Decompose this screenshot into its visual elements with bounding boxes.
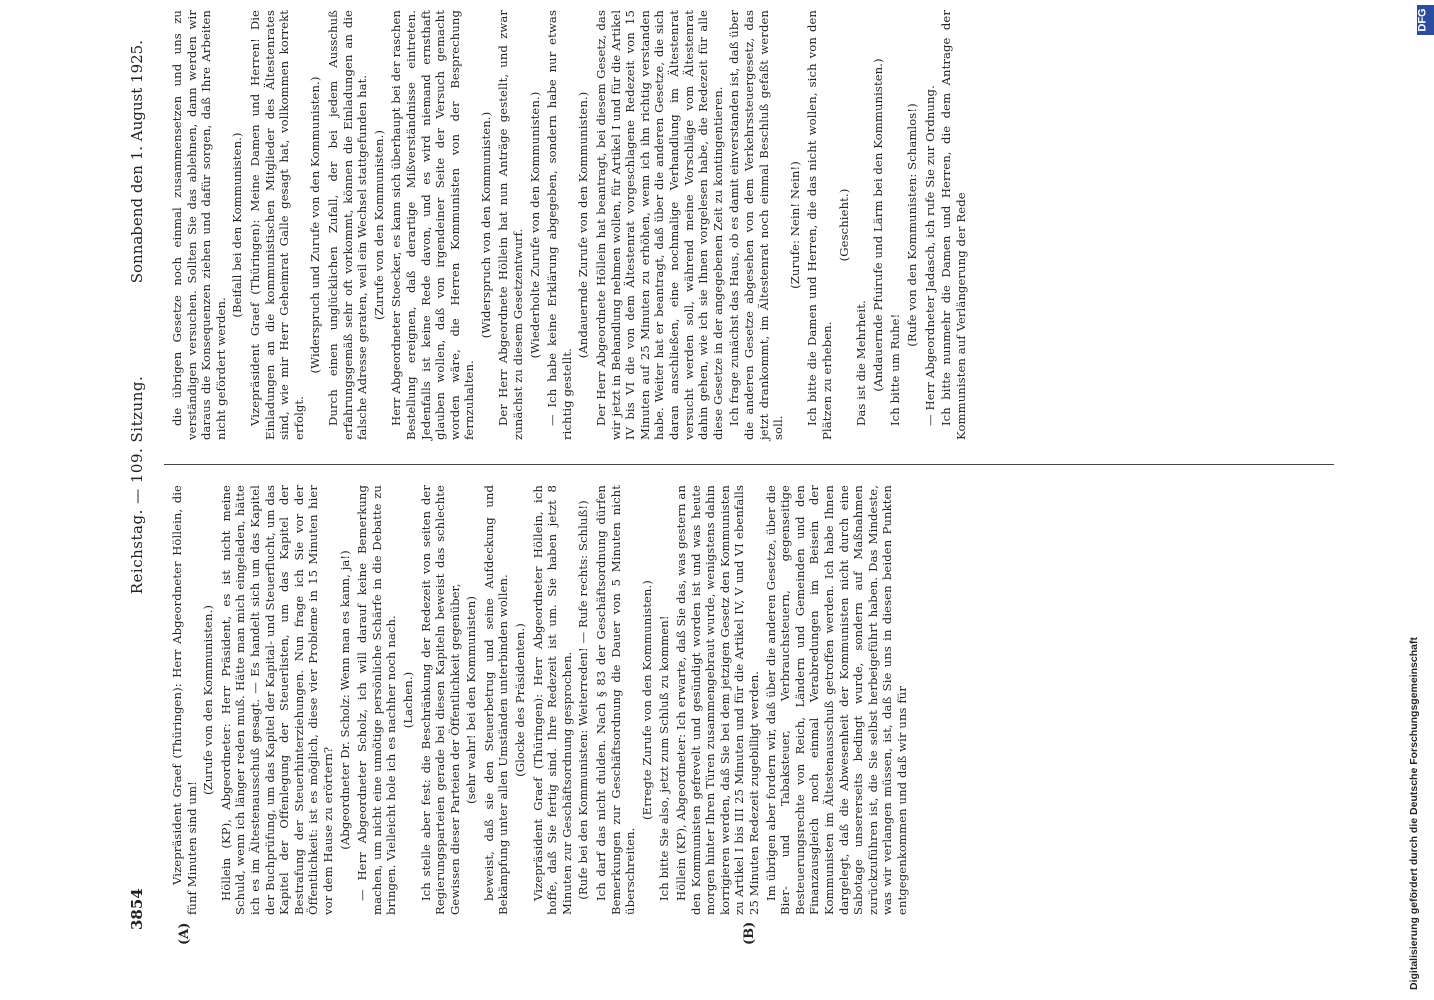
left-column	[170, 485, 912, 915]
paragraph: — Herr Abgeordneter Jadasch, ich rufe Sie zur Ordnung.	[922, 85, 937, 426]
interjection: (Rufe bei den Kommunisten: Weiterreden! — Rufe rechts: Schluß!)	[576, 500, 591, 900]
paragraph: Herr Abgeordneter Stoecker, es kann sich überhaupt bei der raschen Bestellung ereignen, daß derartige Mißverständnisse eintreten. Jedenfalls ist keine Rede davon, und es wird niemand ernsthaft glauben wollen, daß von irgendeiner Seite der Versuch gemacht worden wäre, die Herren Kommunisten von der Besprechung fernzuhalten.	[389, 10, 477, 440]
page-header	[128, 40, 154, 930]
page-number: 3854	[128, 888, 146, 930]
paragraph: Ich bitte nunmehr die Damen und Herren, die dem Antrage der Kommunisten auf Verlängerung der Rede	[939, 10, 968, 440]
paragraph: Vizepräsident Graef (Thüringen): Herr Abgeordneter Höllein, ich hoffe, daß Sie fertig sind. Ihre Redezeit ist um. Sie haben jetzt 8 Minuten zur Geschäftsordnung gesprochen.	[530, 485, 574, 915]
margin-marker-b: (B)	[742, 921, 757, 945]
interjection: (Lachen.)	[400, 671, 415, 729]
interjection: (Widerspruch von den Kommunisten.)	[478, 111, 493, 339]
paragraph: Durch einen unglücklichen Zufall, der bei jedem Ausschuß erfahrungsgemäß sehr oft vorkommt, können die Einladungen an die falsche Adresse geraten, weil ein Wechsel stattgefunden hat.	[325, 10, 370, 440]
interjection: (Erregte Zurufe von den Kommunisten.)	[639, 580, 654, 820]
interjection: (Beifall bei den Kommunisten.)	[230, 132, 245, 318]
paragraph: die übrigen Gesetze noch einmal zusammensetzen und uns zu verständigen versuchen. Sollten Sie das ablehnen, dann werden wir daraus die Konsequenzen ziehen und dafür sorgen, daß Ihre Arbeiten nicht gefördert werden.	[170, 10, 228, 440]
interjection: (Rufe von den Kommunisten: Schamlos!)	[904, 103, 919, 347]
session-title: Reichstag. — 109. Sitzung.	[128, 375, 146, 595]
interjection: (Glocke des Präsidenten.)	[513, 623, 528, 777]
paragraph: Vizepräsident Graef (Thüringen): Meine Damen und Herren! Die Einladungen an die kommunistischen Mitglieder des Ältestenrates sind, wie mir Herr Geheimrat Galle gesagt hat, vollkommen korrekt erfolgt.	[247, 10, 306, 440]
interjection: (Zurufe von den Kommunisten.)	[201, 605, 216, 796]
interjection: (Abgeordneter Dr. Scholz: Wenn man es kann, ja!)	[337, 550, 352, 850]
funding-note: Digitalisierung gefördert durch die Deutsche Forschungsgemeinschaft	[1408, 637, 1420, 990]
document-page	[50, 0, 1370, 985]
column-divider	[164, 464, 1334, 465]
interjection: (Zurufe: Nein! Nein!)	[787, 161, 802, 289]
paragraph: Vizepräsident Graef (Thüringen): Herr Abgeordneter Höllein, die fünf Minuten sind um!	[170, 485, 199, 915]
paragraph: Im übrigen aber fordern wir, daß über die anderen Gesetze, über die Bier- und Tabaksteuer, Verbrauchsteuern, gegenseitige Besteuerungsrechte von Reich, Ländern und Gemeinden und den Finanzausgleich noch einmal Verabredungen im Beisein der Kommunisten im Ältestenausschuß getroffen werden. Ich habe Ihnen dargelegt, daß die Abwesenheit der Kommunisten nicht durch eine Sabotage unsererseits bedingt wurde, sondern auf Maßnahmen zurückzuführen ist, die Sie selbst herbeigeführt haben. Das Mindeste, was wir verlangen müssen, ist, daß Sie uns in diesen beiden Punkten entgegenkommen und daß wir uns für	[763, 485, 909, 915]
paragraph: — Herr Abgeordneter Scholz, ich will darauf keine Bemerkung machen, um nicht eine unnötige persönliche Schärfe in die Debatte zu bringen. Vielleicht hole ich es nachher noch nach.	[355, 485, 399, 915]
paragraph: Ich bitte die Damen und Herren, die das nicht wollen, sich von den Plätzen zu erheben.	[805, 10, 834, 440]
paragraph: — Ich habe keine Erklärung abgegeben, sondern habe nur etwas richtig gestellt.	[545, 10, 574, 440]
paragraph: Das ist die Mehrheit.	[854, 300, 869, 426]
interjection: (Geschieht.)	[836, 188, 851, 262]
session-date: Sonnabend den 1. August 1925.	[128, 40, 146, 284]
dfg-logo-text: DFG	[1416, 8, 1429, 32]
funding-stamp	[1400, 400, 1430, 990]
paragraph: Ich stelle aber fest: die Beschränkung der Redezeit von seiten der Regierungsparteien gerade bei diesen Kapiteln beweist das schlechte Gewissen dieser Parteien der Öffentlichkeit gegenüber,	[418, 485, 462, 915]
interjection: (Andauernde Zurufe von den Kommunisten.)	[576, 91, 591, 359]
paragraph: Ich bitte Sie also, jetzt zum Schluß zu kommen!	[657, 615, 672, 901]
margin-marker-a: (A)	[177, 922, 192, 945]
interjection: (Andauernde Pfuirufe und Lärm bei den Kommunisten.)	[870, 58, 885, 392]
paragraph: Höllein (KP), Abgeordneter: Ich erwarte, daß Sie das, was gestern an den Kommunisten gefrevelt und gesündigt worden ist und was heute morgen hinter Ihren Türen zusammengebraut wurde, wenigstens dahin korrigieren werden, daß Sie bei dem jetzigen Gesetz den Kommunisten zu Artikel I bis III 25 Minuten und für die Artikel IV, V und VI ebenfalls 25 Minuten Redezeit zugebilligt werden.	[674, 485, 761, 915]
interjection: (sehr wahr! bei den Kommunisten)	[464, 596, 479, 804]
dfg-logo	[1417, 5, 1434, 35]
paragraph: beweist, daß sie den Steuerbetrug und seine Aufdeckung und Bekämpfung unter allen Umständen unterbinden wollen.	[481, 485, 511, 915]
interjection: (Zurufe von den Kommunisten.)	[371, 130, 386, 321]
paragraph: Höllein (KP), Abgeordneter: Herr Präsident, es ist nicht meine Schuld, wenn ich länger reden muß. Hätte man mich eingeladen, hätte ich es im Ältestenausschuß gesagt. — Es handelt sich um das Kapitel der Buchprüfung, um das Kapitel der Kapital- und Steuerflucht, um das Kapitel der Offenlegung der Steuerlisten, um das Kapitel der Bestrafung der Steuerhinterziehungen. Nun frage ich Sie vor der Öffentlichkeit: ist es möglich, diese vier Probleme in 15 Minuten hier vor dem Hause zu erörtern?	[218, 485, 335, 915]
paragraph: Ich bitte um Ruhe!	[888, 313, 903, 426]
interjection: (Wiederholte Zurufe von den Kommunisten.)	[527, 91, 542, 359]
right-column	[170, 10, 970, 440]
paragraph: Ich frage zunächst das Haus, ob es damit einverstanden ist, daß über die anderen Gesetze abgesehen von dem Verkehrssteuergesetz, das jetzt drankommt, im Ältestenrat noch einmal Beschluß gefaßt werden soll.	[727, 10, 786, 440]
paragraph: Der Herr Abgeordnete Höllein hat nun Anträge gestellt, und zwar zunächst zu diesem Gesetzentwurf.	[496, 10, 526, 440]
paragraph: Ich darf das nicht dulden. Nach § 83 der Geschäftsordnung dürfen Bemerkungen zur Geschäftsordnung die Dauer von 5 Minuten nicht überschreiten.	[594, 485, 638, 915]
interjection: (Widerspruch und Zurufe von den Kommunisten.)	[308, 76, 323, 374]
paragraph: Der Herr Abgeordnete Höllein hat beantragt, bei diesem Gesetz, das wir jetzt in Behandlung nehmen wollen, für Artikel I und für die Artikel IV bis VI die von dem Ältestenrat vorgeschlagene Redezeit von 15 Minuten auf 25 Minuten zu erhöhen, wenn ich ihn richtig verstanden habe. Weiter hat er beantragt, daß über die anderen Gesetze, die sich daran anschließen, eine nochmalige Verhandlung im Ältestenrat versucht werden soll, während meine Vorschläge vom Ältestenrat dahin gehen, wie ich sie Ihnen vorgelesen habe, die Redezeit für alle diese Gesetze in der angegebenen Zeit zu kontingentieren.	[594, 10, 725, 440]
